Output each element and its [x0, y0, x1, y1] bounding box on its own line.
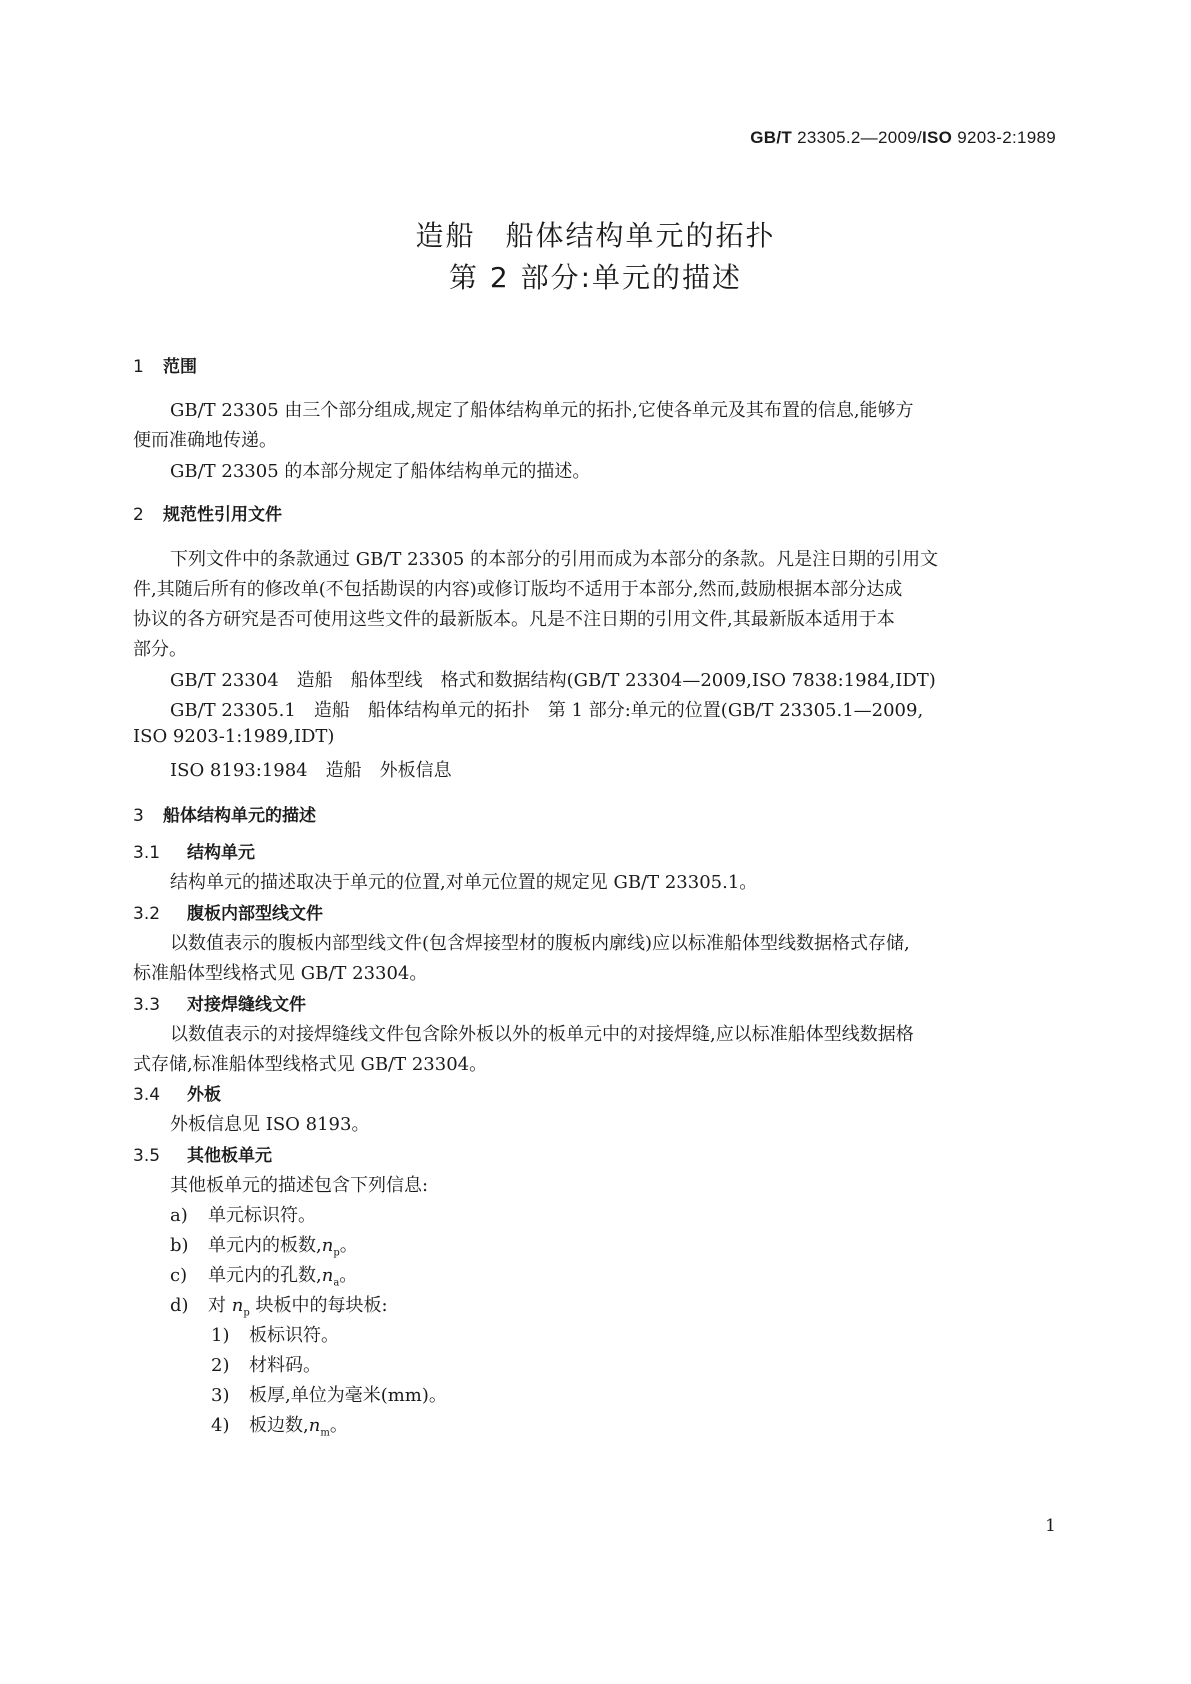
list-item-b: [170, 1231, 358, 1259]
list-end: 。: [339, 1235, 358, 1256]
paragraph-line: 式存储,标准船体型线格式见 GB/T 23304。: [133, 1054, 488, 1075]
list-text: 板标识符。: [249, 1325, 339, 1346]
variable-subscript: p: [333, 1247, 340, 1259]
section-title: 船体结构单元的描述: [163, 806, 316, 826]
list-marker: b): [170, 1235, 189, 1256]
list-text: 板边数,: [249, 1415, 309, 1436]
code-suffix: 9203-2:1989: [952, 128, 1056, 147]
paragraph-line: GB/T 23305 的本部分规定了船体结构单元的描述。: [170, 461, 591, 482]
list-marker: 2): [211, 1355, 230, 1376]
section-title: 规范性引用文件: [163, 505, 282, 525]
paragraph-line: 部分。: [133, 639, 187, 660]
list-text: 单元内的板数,: [208, 1235, 322, 1256]
list-item-a: [170, 1201, 316, 1227]
reference-item: GB/T 23304 造船 船体型线 格式和数据结构(GB/T 23304—2009,ISO 7838:1984,IDT): [170, 670, 936, 691]
subsection-title: 外板: [187, 1085, 221, 1105]
section-3-heading: [133, 801, 316, 826]
sub-list-item-2: [211, 1351, 321, 1377]
list-item-d: [170, 1291, 388, 1319]
variable: n: [321, 1265, 334, 1286]
subsection-title: 腹板内部型线文件: [187, 904, 323, 924]
subsection-title: 结构单元: [187, 843, 255, 863]
paragraph-line: 结构单元的描述取决于单元的位置,对单元位置的规定见 GB/T 23305.1。: [170, 872, 758, 893]
subsection-3-4-heading: [133, 1080, 221, 1105]
list-text: 块板中的每块板:: [249, 1295, 388, 1316]
list-marker: 4): [211, 1415, 230, 1436]
section-title: 范围: [163, 357, 197, 377]
list-end: 。: [339, 1265, 358, 1286]
list-text: 材料码。: [249, 1355, 321, 1376]
subsection-number: 3.4: [133, 1085, 161, 1105]
subsection-title: 对接焊缝线文件: [187, 995, 306, 1015]
subsection-3-1-heading: [133, 838, 255, 863]
list-text: 单元标识符。: [208, 1205, 316, 1226]
sub-list-item-4: [211, 1411, 348, 1439]
title-line-2: 第 2 部分:单元的描述: [448, 261, 743, 294]
sub-list-item-1: [211, 1321, 339, 1347]
paragraph-line: 以数值表示的腹板内部型线文件(包含焊接型材的腹板内廓线)应以标准船体型线数据格式存储,: [170, 933, 910, 954]
subsection-number: 3.3: [133, 995, 161, 1015]
list-marker: c): [170, 1265, 188, 1286]
variable-subscript: m: [320, 1427, 330, 1439]
page-number: 1: [1045, 1516, 1056, 1536]
paragraph-line: 以数值表示的对接焊缝线文件包含除外板以外的板单元中的对接焊缝,应以标准船体型线数据格: [170, 1024, 914, 1045]
sub-list-item-3: [211, 1381, 447, 1407]
list-marker: a): [170, 1205, 188, 1226]
title-line-1: 造船 船体结构单元的拓扑: [415, 219, 776, 252]
reference-item: GB/T 23305.1 造船 船体结构单元的拓扑 第 1 部分:单元的位置(GB/T 23305.1—2009,: [170, 700, 924, 721]
standard-code: [750, 128, 1056, 148]
code-prefix: GB/T: [750, 128, 793, 147]
list-text: 对: [208, 1295, 232, 1316]
paragraph-line: 下列文件中的条款通过 GB/T 23305 的本部分的引用而成为本部分的条款。凡是注日期的引用文: [170, 549, 939, 570]
subsection-3-3-heading: [133, 990, 306, 1015]
reference-item: ISO 8193:1984 造船 外板信息: [170, 760, 452, 781]
variable-subscript: a: [333, 1277, 340, 1289]
section-number: 1: [133, 357, 144, 377]
subsection-number: 3.1: [133, 843, 161, 863]
subsection-number: 3.2: [133, 904, 161, 924]
list-marker: 3): [211, 1385, 230, 1406]
reference-item-continued: ISO 9203-1:1989,IDT): [133, 726, 335, 747]
section-1-heading: [133, 352, 197, 377]
subsection-3-2-heading: [133, 899, 323, 924]
list-text: 单元内的孔数,: [208, 1265, 322, 1286]
variable-subscript: p: [243, 1307, 250, 1319]
list-text: 板厚,单位为毫米(mm)。: [249, 1385, 447, 1406]
subsection-3-5-heading: [133, 1141, 272, 1166]
section-number: 3: [133, 806, 144, 826]
list-item-c: [170, 1261, 357, 1289]
variable: n: [321, 1235, 334, 1256]
paragraph-line: 件,其随后所有的修改单(不包括勘误的内容)或修订版均不适用于本部分,然而,鼓励根据本部分达成: [133, 579, 903, 600]
list-end: 。: [329, 1415, 348, 1436]
variable: n: [231, 1295, 244, 1316]
section-number: 2: [133, 505, 144, 525]
paragraph-line: GB/T 23305 由三个部分组成,规定了船体结构单元的拓扑,它使各单元及其布置的信息,能够方: [170, 400, 914, 421]
list-intro: 其他板单元的描述包含下列信息:: [170, 1175, 429, 1196]
paragraph-line: 外板信息见 ISO 8193。: [170, 1114, 370, 1135]
paragraph-line: 便而准确地传递。: [133, 430, 277, 451]
code-middle: 23305.2—2009/: [792, 128, 922, 147]
paragraph-line: 协议的各方研究是否可使用这些文件的最新版本。凡是不注日期的引用文件,其最新版本适用于本: [133, 609, 895, 630]
variable: n: [308, 1415, 321, 1436]
paragraph-line: 标准船体型线格式见 GB/T 23304。: [133, 963, 428, 984]
list-marker: d): [170, 1295, 189, 1316]
code-iso: ISO: [922, 128, 953, 147]
subsection-title: 其他板单元: [187, 1146, 272, 1166]
list-marker: 1): [211, 1325, 230, 1346]
section-2-heading: [133, 500, 282, 525]
subsection-number: 3.5: [133, 1146, 161, 1166]
